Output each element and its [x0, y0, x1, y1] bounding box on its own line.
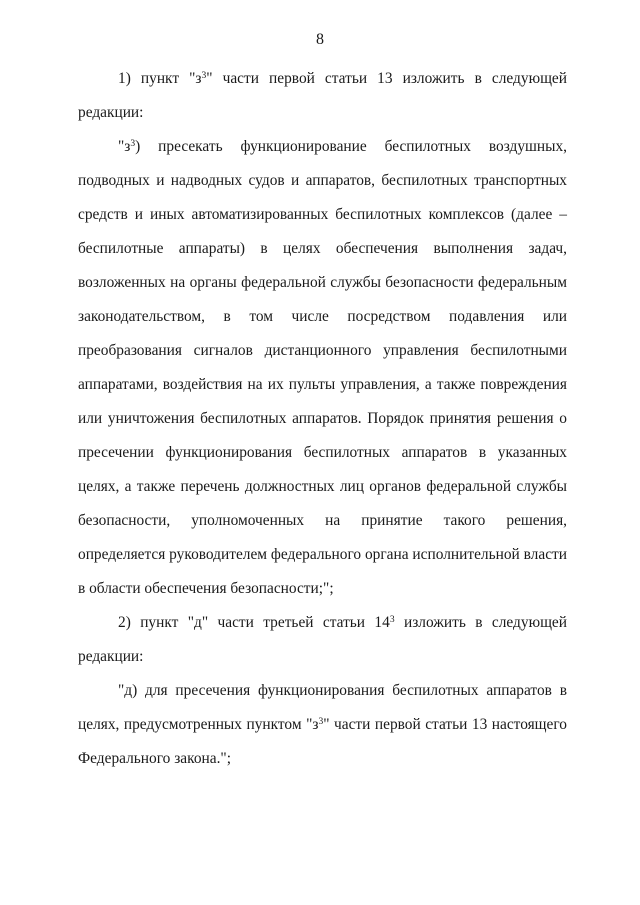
new-clause-z3: [78, 130, 567, 606]
amendment-item-1-text: 1) пункт "з: [118, 70, 202, 87]
superscript-index: 3: [130, 137, 136, 149]
amendment-item-2-text-cont: изложить в следующей редакции:: [78, 614, 567, 665]
amendment-item-1: [78, 62, 567, 130]
new-clause-z3-text: ) пресекать функционирование беспилотных воздушных, подводных и надводных судов и аппаратов, беспилотных транспортных средств и иных автоматизированных беспилотных комплексов (далее – беспилотные аппараты) в целях обеспечения выполнения задач, возложенных на органы федеральной службы безопасности федеральным законодательством, в том числе посредством подавления или преобразования сигналов дистанционного управления беспилотными аппаратами, воздействия на их пульты управления, а также повреждения или уничтожения беспилотных аппаратов. Порядок принятия решения о пресечении функционирования беспилотных аппаратов в указанных целях, а также перечень должностных лиц органов федеральной службы безопасности, уполномоченных на принятие такого решения, определяется руководителем федерального органа исполнительной власти в области обеспечения безопасности;";: [78, 138, 567, 597]
page-number: 8: [316, 31, 324, 48]
amendment-item-2: [78, 606, 567, 674]
new-clause-d-text: "д) для пресечения функционирования беспилотных аппаратов в целях, предусмотренных пунктом "з: [78, 682, 567, 733]
superscript-index: 3: [318, 715, 324, 727]
new-clause-z3-label: "з: [118, 138, 131, 155]
amendment-item-1-text-cont: " части первой статьи 13 изложить в следующей редакции:: [78, 70, 568, 121]
superscript-index: 3: [201, 69, 207, 81]
superscript-index: 3: [389, 613, 395, 625]
amendment-item-2-text: 2) пункт "д" части третьей статьи 14: [118, 614, 390, 631]
document-body: [78, 62, 567, 776]
new-clause-d-text-cont: " части первой статьи 13 настоящего Федерального закона.";: [78, 716, 567, 767]
new-clause-d: [78, 674, 567, 776]
